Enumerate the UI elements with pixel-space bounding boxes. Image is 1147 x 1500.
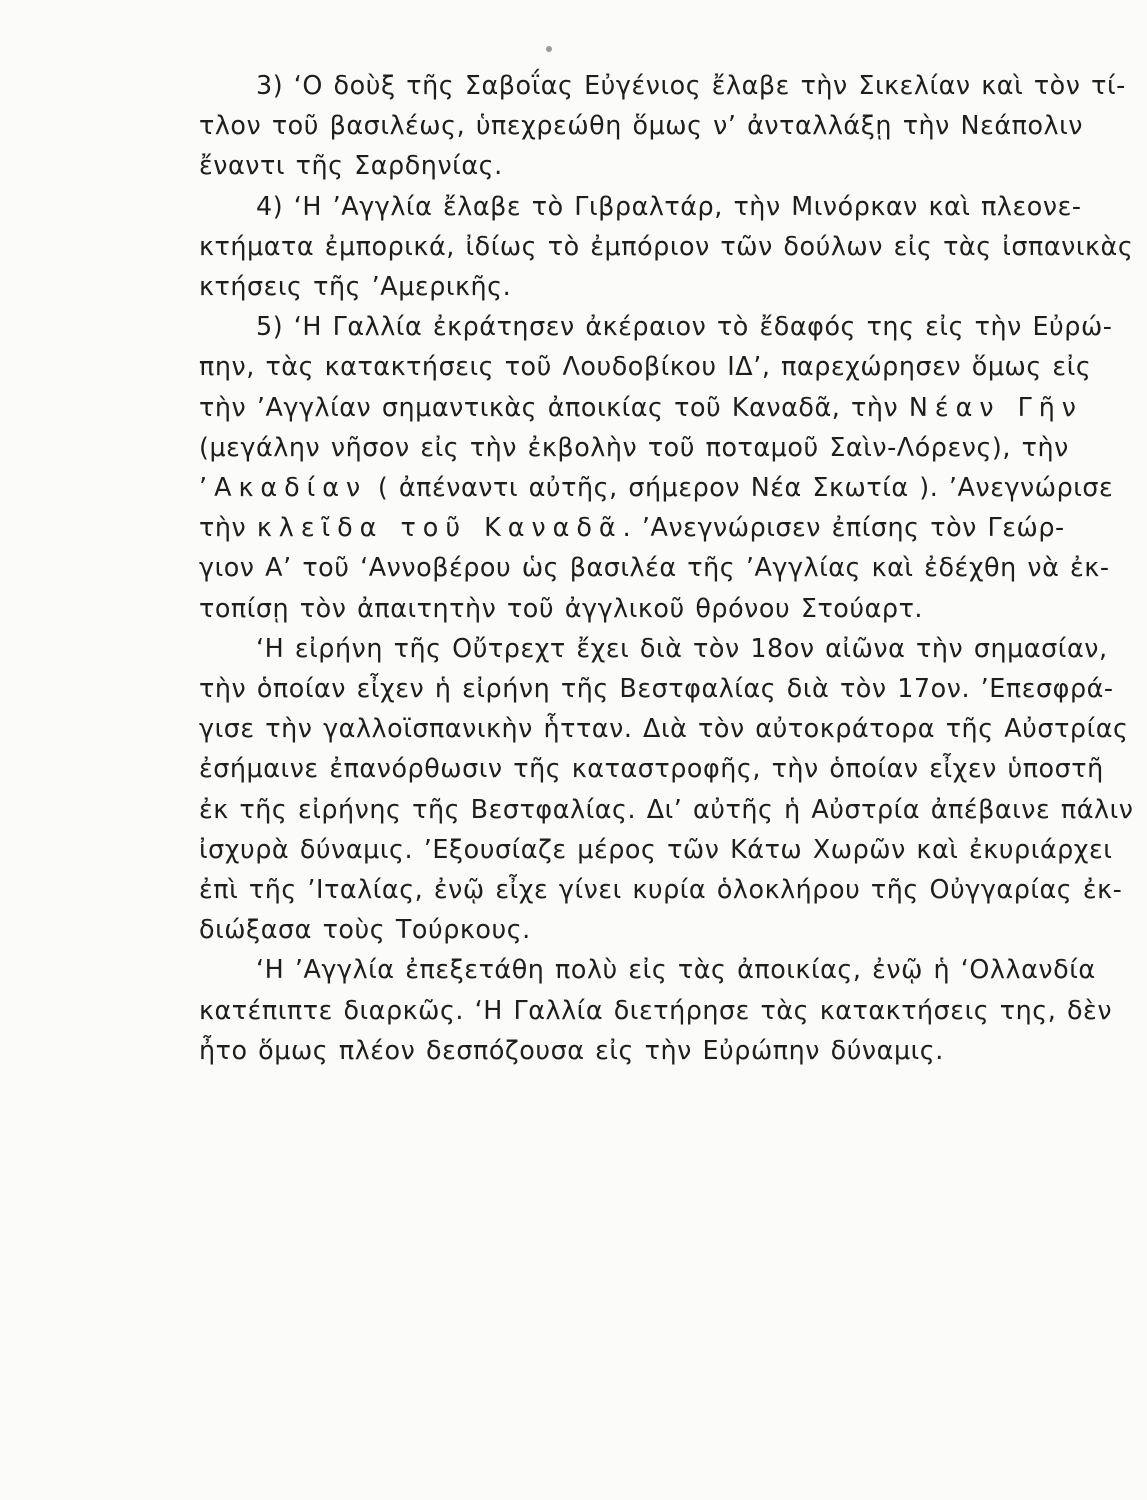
text-line: τὴν ὁποίαν εἶχεν ἡ εἰρήνη τῆς Βεστφαλίας διὰ τὸν 17ον. ’Επεσφρά- [199, 673, 1114, 704]
text-line: ἐσήμαινε ἐπανόρθωσιν τῆς καταστροφῆς, τὴν ὁποίαν εἶχεν ὑποστῆ [199, 753, 1104, 784]
text-line: κτήσεις τῆς ’Αμερικῆς. [199, 271, 512, 302]
paragraph-england [199, 186, 1134, 307]
text-fragment: τὴν ’Αγγλίαν σημαντικὰς ἀποικίας τοῦ Καναδᾶ, τὴν [199, 391, 899, 422]
document-body [199, 65, 1134, 1070]
text-line: ‘Η εἰρήνη τῆς Οὔτρεχτ ἔχει διὰ τὸν 18ον αἰῶνα τὴν σημασίαν, [256, 632, 1108, 663]
spaced-term-akadia: ’Ακαδίαν [199, 472, 368, 503]
text-line: πην, τὰς κατακτήσεις τοῦ Λουδοβίκου ΙΔ’, παρεχώρησεν ὅμως εἰς [199, 351, 1092, 382]
text-line [199, 467, 1114, 507]
text-line: ἐκ τῆς εἰρήνης τῆς Βεστφαλίας. Δι’ αὐτῆς ἡ Αὐστρία ἀπέβαινε πάλιν [199, 793, 1134, 824]
paragraph-conclusion [199, 949, 1113, 1070]
text-line: ἰσχυρὰ δύναμις. ’Εξουσίαζε μέρος τῶν Κάτω Χωρῶν καὶ ἐκυριάρχει [199, 833, 1113, 864]
text-fragment: . ’Ανεγνώρισεν ἐπίσης τὸν Γεώρ- [622, 512, 1065, 543]
text-line: (μεγάλην νῆσον εἰς τὴν ἐκβολὴν τοῦ ποταμοῦ Σαὶν-Λόρενς), τὴν [199, 431, 1069, 462]
text-line: 4) ‘Η ’Αγγλία ἔλαβε τὸ Γιβραλτάρ, τὴν Μινόρκαν καὶ πλεονε- [256, 190, 1082, 221]
text-line: τοπίσῃ τὸν ἀπαιτητὴν τοῦ ἀγγλικοῦ θρόνου Στούαρτ. [199, 592, 924, 623]
text-line: γισε τὴν γαλλοϊσπανικὴν ἧτταν. Διὰ τὸν αὐτοκράτορα τῆς Αὐστρίας [199, 713, 1129, 744]
ink-speck [546, 46, 552, 52]
text-line [199, 387, 1083, 427]
text-line: γιον Α’ τοῦ ‘Αννοβέρου ὡς βασιλέα τῆς ’Αγγλίας καὶ ἐδέχθη νὰ ἐκ- [199, 552, 1110, 583]
paragraph-utrecht [199, 628, 1134, 950]
text-line: ἐπὶ τῆς ’Ιταλίας, ἐνῷ εἶχε γίνει κυρία ὁλοκλήρου τῆς Οὐγγαρίας ἐκ- [199, 874, 1123, 905]
text-fragment: τὴν [199, 512, 247, 543]
spaced-term-nea-gi: Νέαν Γῆν [908, 391, 1083, 422]
text-line: 3) ‘Ο δοὺξ τῆς Σαβοΐας Εὐγένιος ἔλαβε τὴν Σικελίαν καὶ τὸν τί- [256, 70, 1126, 100]
text-line: κατέπιπτε διαρκῶς. ‘Η Γαλλία διετήρησε τὰς κατακτήσεις της, δὲν [199, 994, 1113, 1025]
text-line: 5) ‘Η Γαλλία ἐκράτησεν ἀκέραιον τὸ ἔδαφός της εἰς τὴν Εὐρώ- [256, 311, 1113, 342]
text-line: κτήματα ἐμπορικά, ἰδίως τὸ ἐμπόριον τῶν δούλων εἰς τὰς ἰσπανικὰς [199, 230, 1134, 261]
text-line [199, 507, 1065, 547]
paragraph-savoy [199, 65, 1126, 186]
text-line: τλον τοῦ βασιλέως, ὑπεχρεώθη ὅμως ν’ ἀνταλλάξῃ τὴν Νεάπολιν [199, 110, 1083, 141]
text-line: διώξασα τοὺς Τούρκους. [199, 914, 531, 945]
paragraph-france [199, 306, 1114, 628]
text-line: ἦτο ὅμως πλέον δεσπόζουσα εἰς τὴν Εὐρώπην δύναμις. [199, 1034, 944, 1065]
text-line: ‘Η ’Αγγλία ἐπεξετάθη πολὺ εἰς τὰς ἀποικίας, ἐνῷ ἡ ‘Ολλανδία [256, 954, 1096, 985]
spaced-term-kleida: κλεῖδα τοῦ Καναδᾶ [256, 512, 623, 543]
text-fragment: ( ἀπέναντι αὐτῆς, σήμερον Νέα Σκωτία ). ’Ανεγνώρισε [377, 472, 1114, 503]
text-line: ἔναντι τῆς Σαρδηνίας. [199, 150, 503, 181]
